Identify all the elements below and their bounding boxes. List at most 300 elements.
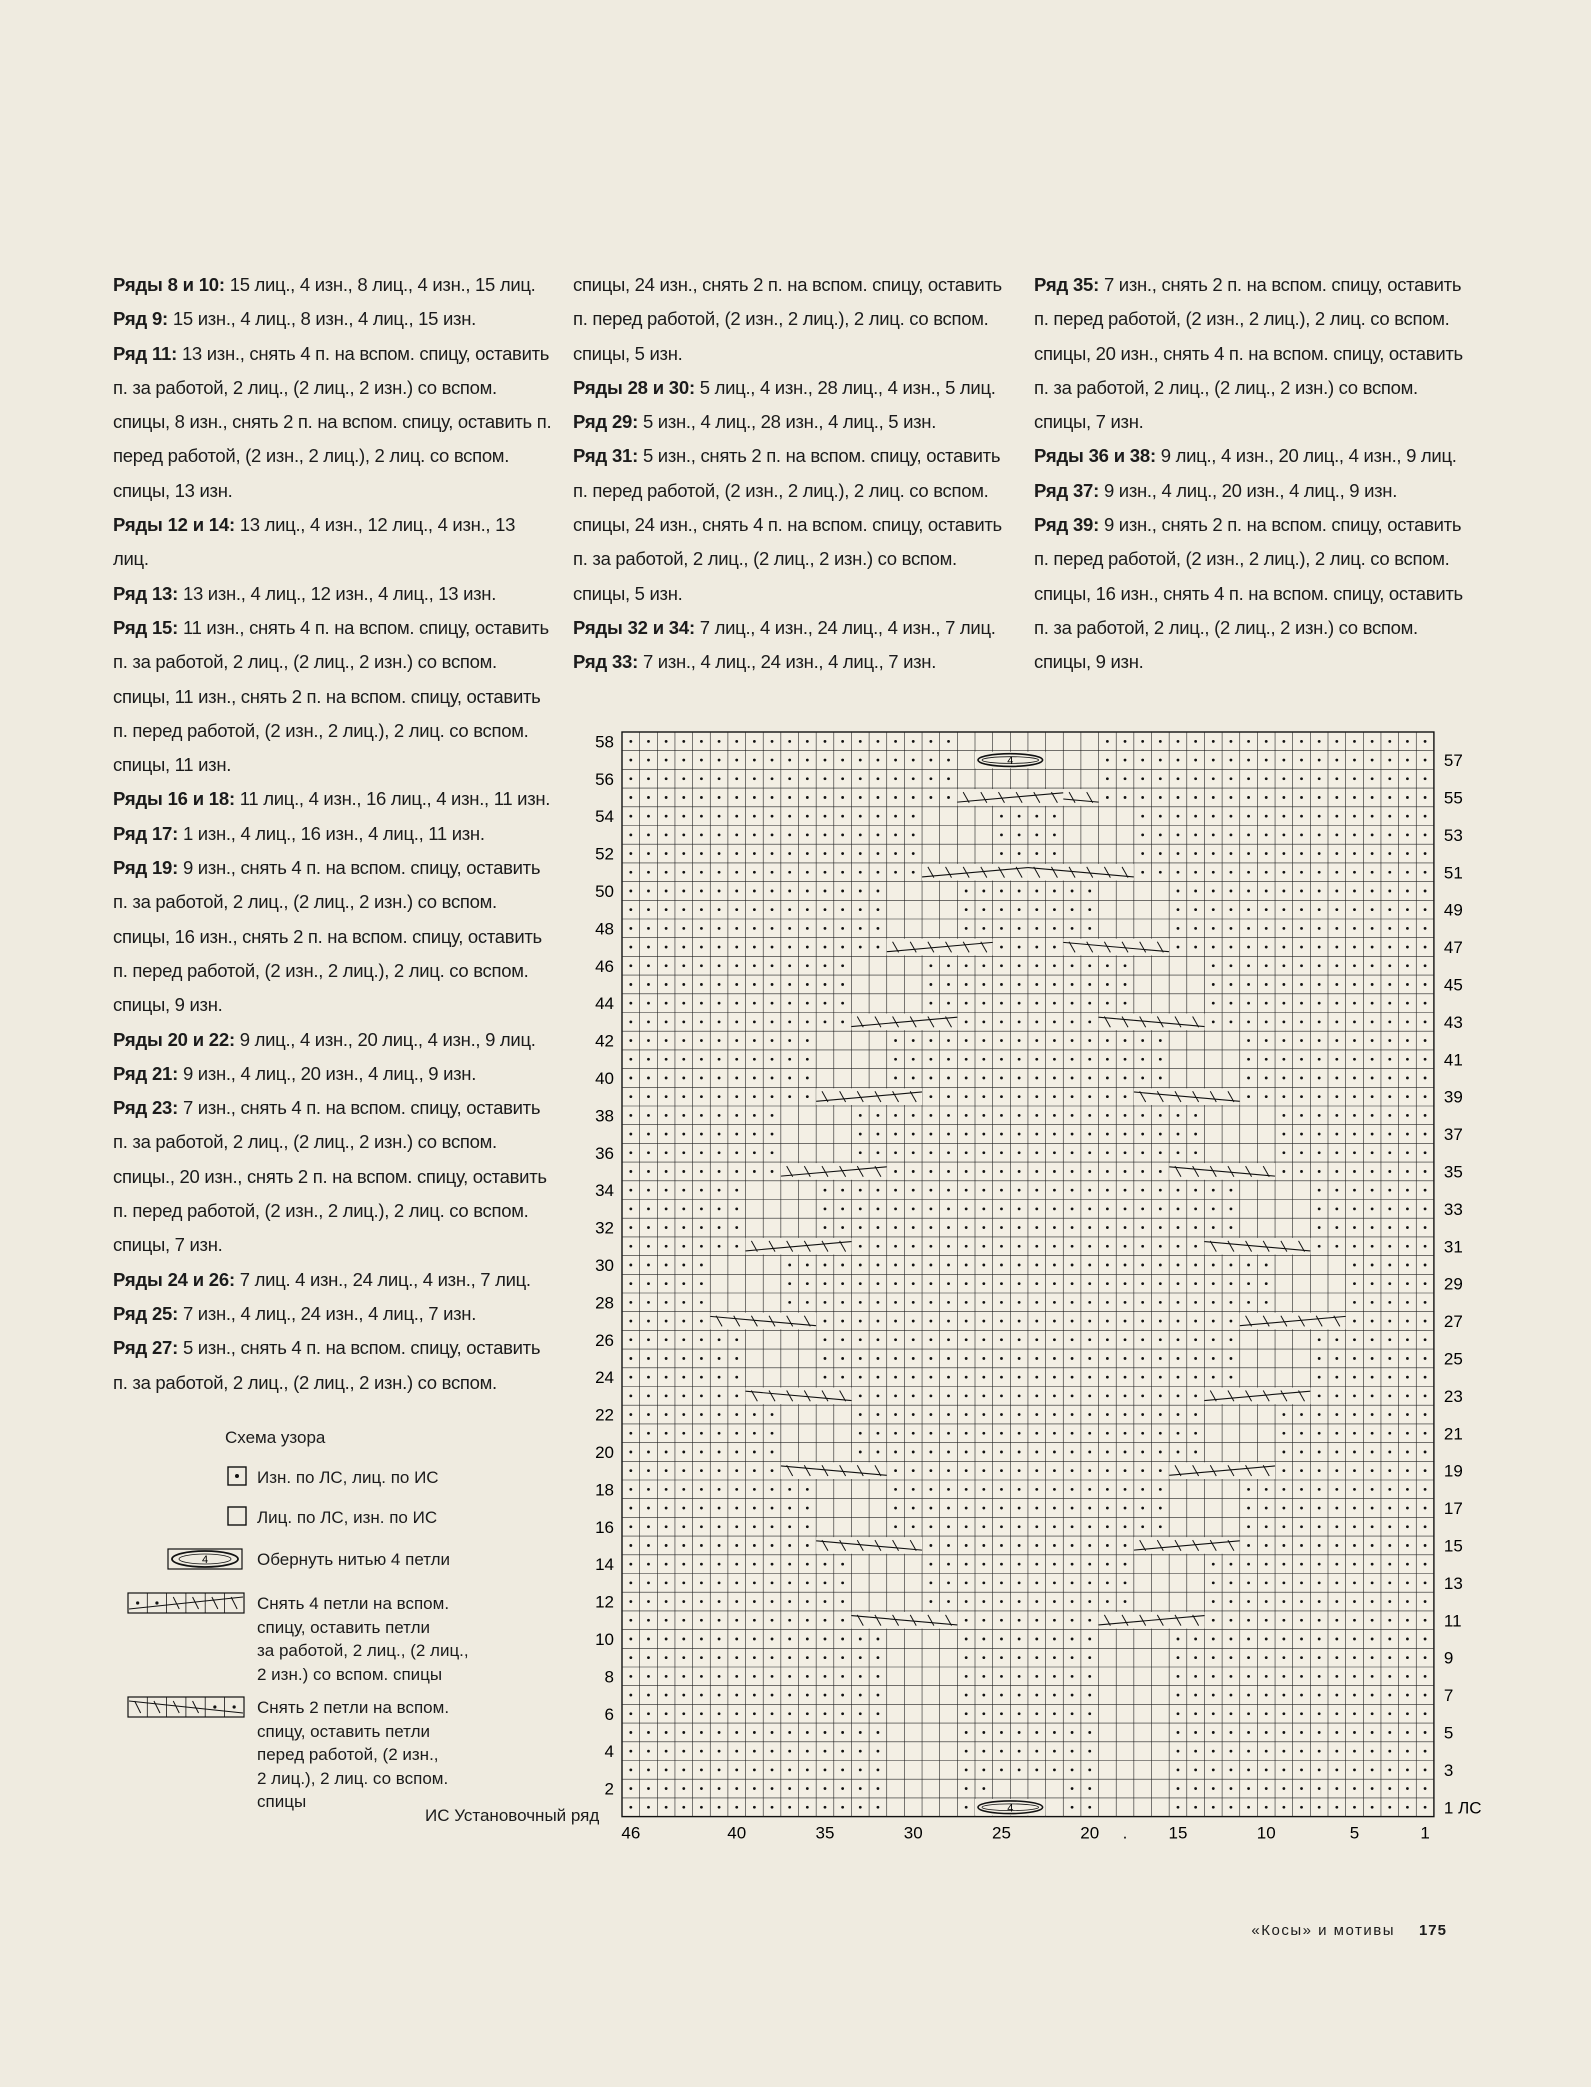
purl-dot xyxy=(682,1264,685,1267)
purl-dot xyxy=(1300,759,1303,762)
purl-dot xyxy=(735,1768,738,1771)
legend-line: спицу, оставить петли xyxy=(257,1617,431,1637)
purl-dot xyxy=(647,1338,650,1341)
purl-dot xyxy=(629,1694,632,1697)
purl-dot xyxy=(1071,1114,1074,1117)
purl-dot xyxy=(629,759,632,762)
purl-dot xyxy=(665,908,668,911)
purl-dot xyxy=(753,1413,756,1416)
purl-dot xyxy=(1371,1563,1374,1566)
purl-dot xyxy=(700,1320,703,1323)
row-heading: Ряд 9: xyxy=(113,308,169,330)
purl-dot xyxy=(912,815,915,818)
purl-dot xyxy=(1194,1768,1197,1771)
row-heading: Ряды 12 и 14: xyxy=(113,514,235,536)
purl-dot xyxy=(1335,1806,1338,1809)
row-instructions: 11 изн., снять 4 п. на вспом. спицу, оставить п. за работой, 2 лиц., (2 лиц., 2 изн.) со вспом. спицы, 11 изн., снять 2 п. на вспом. спицу, оставить п. перед работой, (2 изн., 2 лиц.), 2 лиц. со вспом. спицы, 11 изн. xyxy=(113,616,549,776)
legend-line: перед работой, (2 изн., xyxy=(257,1745,439,1764)
purl-dot xyxy=(1000,1058,1003,1061)
purl-dot xyxy=(629,1432,632,1435)
purl-dot xyxy=(629,1451,632,1454)
purl-dot xyxy=(1071,1413,1074,1416)
purl-dot xyxy=(841,1563,844,1566)
purl-dot xyxy=(1106,1301,1109,1304)
purl-dot xyxy=(859,1451,862,1454)
purl-dot xyxy=(859,1320,862,1323)
purl-dot xyxy=(647,1525,650,1528)
purl-dot xyxy=(1018,1469,1021,1472)
purl-dot xyxy=(859,852,862,855)
purl-dot xyxy=(1353,1058,1356,1061)
purl-dot xyxy=(1300,871,1303,874)
row-heading: Ряд 29: xyxy=(573,411,639,433)
purl-dot xyxy=(1247,1619,1250,1622)
purl-dot xyxy=(1265,1600,1268,1603)
purl-dot xyxy=(1053,1376,1056,1379)
purl-dot xyxy=(982,1712,985,1715)
purl-dot xyxy=(1141,1357,1144,1360)
purl-dot xyxy=(894,1413,897,1416)
purl-dot xyxy=(1159,1264,1162,1267)
purl-dot xyxy=(1230,740,1233,743)
purl-dot xyxy=(629,1488,632,1491)
purl-dot xyxy=(1318,946,1321,949)
purl-dot xyxy=(947,983,950,986)
purl-dot xyxy=(771,964,774,967)
purl-dot xyxy=(1000,1245,1003,1248)
purl-dot xyxy=(806,1058,809,1061)
purl-dot xyxy=(1177,1207,1180,1210)
purl-dot xyxy=(1018,1077,1021,1080)
purl-dot xyxy=(1335,1114,1338,1117)
purl-dot xyxy=(753,1133,756,1136)
purl-dot xyxy=(929,777,932,780)
purl-dot xyxy=(700,890,703,893)
purl-dot xyxy=(1141,1394,1144,1397)
purl-dot xyxy=(1388,908,1391,911)
purl-dot xyxy=(665,1394,668,1397)
purl-dot xyxy=(982,1600,985,1603)
right-row-label: 21 xyxy=(1443,1424,1463,1444)
purl-dot xyxy=(1018,1189,1021,1192)
purl-dot xyxy=(1406,1357,1409,1360)
purl-dot xyxy=(1071,927,1074,930)
purl-dot xyxy=(1071,1394,1074,1397)
purl-dot xyxy=(824,1731,827,1734)
purl-dot xyxy=(912,1507,915,1510)
purl-dot xyxy=(806,1731,809,1734)
purl-dot xyxy=(629,1712,632,1715)
purl-dot xyxy=(1353,1600,1356,1603)
purl-dot xyxy=(824,890,827,893)
purl-dot xyxy=(1300,777,1303,780)
purl-dot xyxy=(877,946,880,949)
purl-dot xyxy=(1141,1320,1144,1323)
purl-dot xyxy=(1406,1507,1409,1510)
purl-dot xyxy=(771,871,774,874)
row-heading: Ряд 33: xyxy=(573,651,639,673)
purl-dot xyxy=(841,852,844,855)
purl-dot xyxy=(912,1151,915,1154)
purl-dot xyxy=(877,1264,880,1267)
purl-dot xyxy=(1353,777,1356,780)
purl-dot xyxy=(647,946,650,949)
right-row-label: 5 xyxy=(1443,1723,1454,1743)
purl-dot xyxy=(1177,815,1180,818)
purl-dot xyxy=(1071,1095,1074,1098)
legend-line: Лиц. по ЛС, изн. по ИС xyxy=(257,1508,438,1527)
purl-dot xyxy=(982,1544,985,1547)
purl-dot xyxy=(1230,1002,1233,1005)
purl-dot xyxy=(771,1768,774,1771)
purl-dot xyxy=(947,1488,950,1491)
purl-dot xyxy=(929,740,932,743)
purl-dot xyxy=(1247,1581,1250,1584)
purl-dot xyxy=(1371,1039,1374,1042)
purl-dot xyxy=(700,1189,703,1192)
purl-dot xyxy=(859,1338,862,1341)
purl-dot xyxy=(1194,833,1197,836)
purl-dot xyxy=(753,1656,756,1659)
purl-dot xyxy=(1282,1488,1285,1491)
purl-dot xyxy=(1406,1488,1409,1491)
purl-dot xyxy=(841,833,844,836)
purl-dot xyxy=(1353,1320,1356,1323)
purl-dot xyxy=(1406,815,1409,818)
purl-dot xyxy=(1088,1226,1091,1229)
purl-dot xyxy=(1424,1750,1427,1753)
purl-dot xyxy=(841,1731,844,1734)
purl-dot xyxy=(1318,1020,1321,1023)
purl-dot xyxy=(1282,1114,1285,1117)
purl-dot xyxy=(982,1151,985,1154)
purl-dot xyxy=(1406,1712,1409,1715)
purl-dot xyxy=(841,1787,844,1790)
purl-dot xyxy=(1265,777,1268,780)
purl-dot xyxy=(1247,1638,1250,1641)
purl-dot xyxy=(1335,777,1338,780)
purl-dot xyxy=(718,983,721,986)
purl-dot xyxy=(1106,1058,1109,1061)
purl-dot xyxy=(647,1189,650,1192)
purl-dot xyxy=(1088,1151,1091,1154)
purl-dot xyxy=(788,1058,791,1061)
purl-dot xyxy=(1212,1338,1215,1341)
purl-dot xyxy=(753,1581,756,1584)
purl-dot xyxy=(1071,1768,1074,1771)
purl-dot xyxy=(1300,1151,1303,1154)
purl-dot xyxy=(1230,1600,1233,1603)
purl-dot xyxy=(700,815,703,818)
purl-dot xyxy=(1265,1301,1268,1304)
purl-dot xyxy=(1424,1731,1427,1734)
purl-dot xyxy=(1265,1675,1268,1678)
purl-dot xyxy=(982,1226,985,1229)
purl-dot xyxy=(1000,927,1003,930)
purl-dot xyxy=(771,1750,774,1753)
purl-dot xyxy=(647,1151,650,1154)
purl-dot xyxy=(912,1488,915,1491)
purl-dot xyxy=(788,1282,791,1285)
right-row-label: 27 xyxy=(1443,1312,1463,1332)
purl-dot xyxy=(753,1151,756,1154)
purl-dot xyxy=(1141,833,1144,836)
purl-dot xyxy=(1035,908,1038,911)
purl-dot xyxy=(1106,983,1109,986)
purl-dot xyxy=(1018,927,1021,930)
purl-dot xyxy=(665,1301,668,1304)
purl-dot xyxy=(1000,1581,1003,1584)
purl-dot xyxy=(1406,1133,1409,1136)
purl-dot xyxy=(1371,1712,1374,1715)
purl-dot xyxy=(718,1619,721,1622)
purl-dot xyxy=(1088,1656,1091,1659)
purl-dot xyxy=(824,1806,827,1809)
purl-dot xyxy=(682,1077,685,1080)
purl-dot xyxy=(1282,1058,1285,1061)
purl-dot xyxy=(841,946,844,949)
purl-dot xyxy=(1194,1656,1197,1659)
purl-dot xyxy=(700,1544,703,1547)
purl-dot xyxy=(877,740,880,743)
purl-dot xyxy=(947,964,950,967)
purl-dot xyxy=(1388,1525,1391,1528)
purl-dot xyxy=(806,1488,809,1491)
purl-dot xyxy=(665,1189,668,1192)
purl-dot xyxy=(700,1301,703,1304)
purl-dot xyxy=(647,1301,650,1304)
purl-dot xyxy=(647,1768,650,1771)
purl-dot xyxy=(1194,1731,1197,1734)
purl-dot xyxy=(665,1432,668,1435)
purl-dot xyxy=(982,1189,985,1192)
purl-dot xyxy=(1194,1207,1197,1210)
purl-dot xyxy=(1230,1638,1233,1641)
purl-dot xyxy=(700,1507,703,1510)
purl-dot xyxy=(1406,1432,1409,1435)
purl-dot xyxy=(1035,1413,1038,1416)
purl-dot xyxy=(771,1058,774,1061)
right-row-label: 55 xyxy=(1443,788,1463,808)
purl-dot xyxy=(1388,1301,1391,1304)
purl-dot xyxy=(1035,1020,1038,1023)
purl-dot xyxy=(1282,890,1285,893)
row-heading: Ряд 23: xyxy=(113,1097,179,1119)
purl-dot xyxy=(1230,1376,1233,1379)
purl-dot xyxy=(1053,908,1056,911)
purl-dot xyxy=(1318,1507,1321,1510)
purl-dot xyxy=(682,1731,685,1734)
purl-dot xyxy=(629,1675,632,1678)
purl-dot xyxy=(1230,983,1233,986)
purl-dot xyxy=(700,1207,703,1210)
purl-dot xyxy=(947,1507,950,1510)
purl-dot xyxy=(894,1058,897,1061)
purl-dot xyxy=(665,1469,668,1472)
purl-dot xyxy=(841,1638,844,1641)
purl-dot xyxy=(1388,1619,1391,1622)
purl-dot xyxy=(824,1376,827,1379)
purl-dot xyxy=(629,1095,632,1098)
purl-dot xyxy=(1141,1525,1144,1528)
purl-dot xyxy=(1353,1020,1356,1023)
purl-dot xyxy=(1282,1806,1285,1809)
purl-dot xyxy=(841,1619,844,1622)
text-column-1 xyxy=(113,268,553,1400)
purl-dot xyxy=(894,1301,897,1304)
purl-dot xyxy=(1388,1095,1391,1098)
purl-dot xyxy=(1071,1451,1074,1454)
instruction-paragraph xyxy=(113,577,553,611)
purl-dot xyxy=(1141,1133,1144,1136)
purl-dot xyxy=(1088,1282,1091,1285)
purl-dot xyxy=(1035,1544,1038,1547)
purl-dot xyxy=(771,946,774,949)
cable-front-symbol xyxy=(1063,939,1169,956)
purl-dot xyxy=(1406,833,1409,836)
purl-dot xyxy=(1194,1114,1197,1117)
purl-dot xyxy=(735,1189,738,1192)
purl-dot xyxy=(1388,1469,1391,1472)
purl-dot xyxy=(1000,1656,1003,1659)
purl-dot xyxy=(1424,1488,1427,1491)
purl-dot xyxy=(629,964,632,967)
purl-dot xyxy=(1265,1712,1268,1715)
purl-dot xyxy=(841,1694,844,1697)
purl-dot xyxy=(859,1357,862,1360)
purl-dot xyxy=(1424,1264,1427,1267)
purl-dot xyxy=(1406,983,1409,986)
purl-dot xyxy=(1424,1058,1427,1061)
purl-dot xyxy=(1000,1469,1003,1472)
purl-dot xyxy=(824,908,827,911)
purl-dot xyxy=(1406,1731,1409,1734)
purl-dot xyxy=(682,1432,685,1435)
purl-dot xyxy=(1265,852,1268,855)
purl-dot xyxy=(1388,1750,1391,1753)
purl-dot xyxy=(735,1039,738,1042)
purl-dot xyxy=(982,1207,985,1210)
purl-dot xyxy=(629,1581,632,1584)
purl-dot xyxy=(1106,964,1109,967)
left-row-label: 12 xyxy=(595,1592,614,1612)
purl-dot xyxy=(965,1189,968,1192)
purl-dot xyxy=(1353,1170,1356,1173)
purl-dot xyxy=(929,1357,932,1360)
purl-dot xyxy=(1300,1581,1303,1584)
purl-dot xyxy=(753,777,756,780)
purl-dot xyxy=(1018,1656,1021,1659)
legend-line: 2 лиц.), 2 лиц. со вспом. xyxy=(257,1768,449,1788)
purl-dot xyxy=(1335,833,1338,836)
purl-dot xyxy=(824,833,827,836)
cable-back-symbol xyxy=(781,1163,887,1180)
right-row-label: 49 xyxy=(1443,900,1463,920)
purl-dot xyxy=(788,1039,791,1042)
purl-dot xyxy=(1247,777,1250,780)
purl-dot xyxy=(1388,1226,1391,1229)
purl-dot xyxy=(1141,1114,1144,1117)
purl-dot xyxy=(1053,946,1056,949)
purl-dot xyxy=(1000,1712,1003,1715)
purl-dot xyxy=(753,1020,756,1023)
row-instructions: 5 изн., снять 4 п. на вспом. спицу, оставить п. за работой, 2 лиц., (2 лиц., 2 изн.) со вспом. xyxy=(113,1337,541,1393)
purl-dot xyxy=(1141,1469,1144,1472)
cable-front-symbol xyxy=(1099,1014,1205,1031)
purl-dot xyxy=(1053,1095,1056,1098)
purl-dot xyxy=(1318,1787,1321,1790)
purl-dot xyxy=(841,740,844,743)
purl-dot xyxy=(1106,1432,1109,1435)
purl-dot xyxy=(718,1488,721,1491)
purl-dot xyxy=(1212,777,1215,780)
purl-dot xyxy=(1406,1282,1409,1285)
purl-dot xyxy=(1124,1133,1127,1136)
purl-dot xyxy=(965,1114,968,1117)
purl-dot xyxy=(1212,1376,1215,1379)
purl-dot xyxy=(894,1170,897,1173)
purl-dot xyxy=(1053,1694,1056,1697)
purl-dot xyxy=(665,1338,668,1341)
purl-dot xyxy=(982,1581,985,1584)
purl-dot xyxy=(1194,1282,1197,1285)
purl-dot xyxy=(665,1563,668,1566)
purl-dot xyxy=(841,908,844,911)
purl-dot xyxy=(877,759,880,762)
purl-dot xyxy=(929,1394,932,1397)
purl-dot xyxy=(912,1394,915,1397)
left-row-label: 26 xyxy=(595,1330,614,1350)
purl-dot xyxy=(929,1488,932,1491)
purl-dot xyxy=(771,1581,774,1584)
purl-dot xyxy=(1106,1114,1109,1117)
purl-dot xyxy=(912,1039,915,1042)
purl-dot xyxy=(929,1525,932,1528)
purl-dot xyxy=(982,1638,985,1641)
purl-dot xyxy=(877,927,880,930)
purl-dot xyxy=(682,1226,685,1229)
purl-dot xyxy=(912,1245,915,1248)
purl-dot xyxy=(1000,964,1003,967)
purl-dot xyxy=(735,759,738,762)
purl-dot xyxy=(1088,1675,1091,1678)
purl-dot xyxy=(735,1058,738,1061)
purl-dot xyxy=(1371,1133,1374,1136)
purl-dot xyxy=(929,964,932,967)
purl-dot xyxy=(1018,1133,1021,1136)
purl-dot xyxy=(735,1656,738,1659)
purl-dot xyxy=(682,1020,685,1023)
purl-dot xyxy=(982,890,985,893)
purl-dot xyxy=(1035,1638,1038,1641)
purl-dot xyxy=(841,1002,844,1005)
purl-dot xyxy=(1212,1675,1215,1678)
purl-dot xyxy=(647,1245,650,1248)
purl-dot xyxy=(629,1058,632,1061)
purl-dot xyxy=(824,1563,827,1566)
purl-dot xyxy=(929,1058,932,1061)
purl-dot xyxy=(682,815,685,818)
purl-dot xyxy=(982,1731,985,1734)
purl-dot xyxy=(1141,796,1144,799)
purl-dot xyxy=(1124,1002,1127,1005)
purl-dot xyxy=(806,796,809,799)
purl-dot xyxy=(982,1394,985,1397)
purl-dot xyxy=(982,1656,985,1659)
purl-dot xyxy=(700,1619,703,1622)
purl-dot xyxy=(682,1133,685,1136)
purl-dot xyxy=(647,1507,650,1510)
